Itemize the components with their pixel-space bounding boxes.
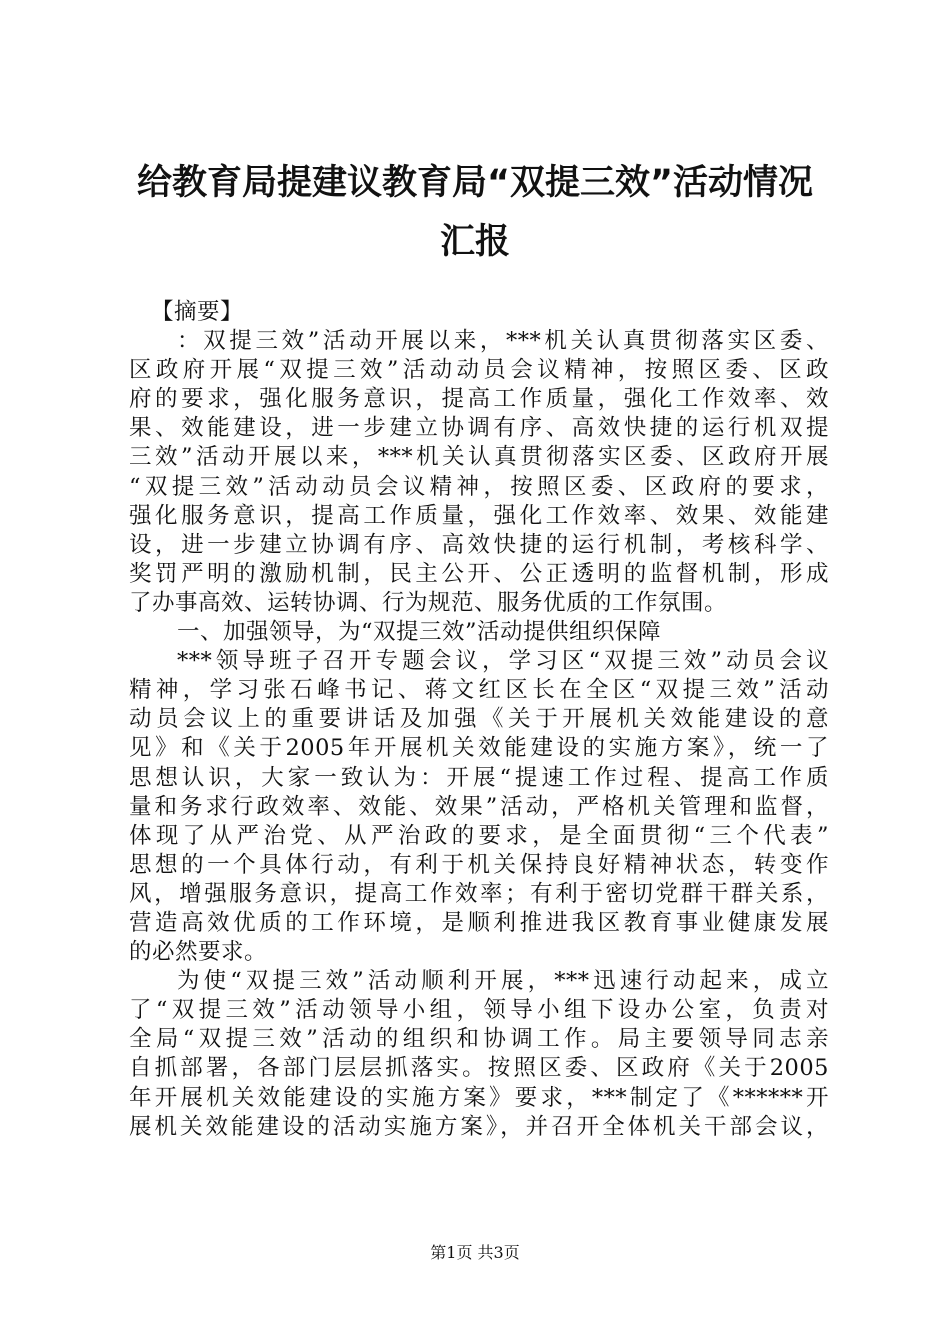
text-line: ：双提三效”活动开展以来，***机关认真贯彻落实区委、 [177,328,829,355]
text-line: 奖罚严明的激励机制，民主公开、公正透明的监督机制，形成 [129,560,829,587]
text-line: 见》和《关于2005年开展机关效能建设的实施方案》，统一了 [129,735,829,762]
text-line: 的必然要求。 [129,939,268,966]
text-line: 精神，学习张石峰书记、蒋文红区长在全区“双提三效”活动 [129,677,829,704]
text-line: 展机关效能建设的活动实施方案》，并召开全体机关干部会议， [129,1113,829,1140]
page-footer: 第1页 共3页 [430,1243,520,1262]
text-line: ***领导班子召开专题会议，学习区“双提三效”动员会议 [177,648,829,675]
text-line: “双提三效”活动动员会议精神，按照区委、区政府的要求， [129,473,829,500]
text-line: 风，增强服务意识，提高工作效率；有利于密切党群干群关系， [129,880,829,907]
text-line: 为使“双提三效”活动顺利开展，***迅速行动起来，成立 [177,968,829,995]
document-title-line-1: 给教育局提建议教育局“双提三效”活动情况 [136,163,813,203]
document-title-line-2: 汇报 [439,222,510,262]
text-line: 强化服务意识，提高工作质量，强化工作效率、效果、效能建 [129,502,829,529]
section-heading: 一、加强领导，为“双提三效”活动提供组织保障 [177,619,662,646]
text-line: 思想认识，大家一致认为：开展“提速工作过程、提高工作质 [129,764,829,791]
text-line: 了办事高效、运转协调、行为规范、服务优质的工作氛围。 [129,589,728,616]
text-line: 全局“双提三效”活动的组织和协调工作。局主要领导同志亲 [129,1026,829,1053]
text-line: 动员会议上的重要讲话及加强《关于开展机关效能建设的意 [129,706,829,733]
text-line: 量和务求行政效率、效能、效果”活动，严格机关管理和监督， [129,793,829,820]
text-line: 果、效能建设，进一步建立协调有序、高效快捷的运行机双提 [129,415,829,442]
text-line: 了“双提三效”活动领导小组，领导小组下设办公室，负责对 [129,997,829,1024]
text-line: 营造高效优质的工作环境，是顺利推进我区教育事业健康发展 [129,909,829,936]
document-body [129,298,829,1142]
text-line: 设，进一步建立协调有序、高效快捷的运行机制，考核科学、 [129,531,829,558]
text-line: 府的要求，强化服务意识，提高工作质量，强化工作效率、效 [129,386,829,413]
text-line: 年开展机关效能建设的实施方案》要求，***制定了《******开 [129,1084,829,1111]
text-line: 体现了从严治党、从严治政的要求，是全面贯彻“三个代表” [129,822,829,849]
text-line: 三效”活动开展以来，***机关认真贯彻落实区委、区政府开展 [129,444,829,471]
text-line: 自抓部署，各部门层层抓落实。按照区委、区政府《关于2005 [129,1055,829,1082]
abstract-heading: 【摘要】 [151,299,244,325]
text-line: 区政府开展“双提三效”活动动员会议精神，按照区委、区政 [129,357,829,384]
text-line: 思想的一个具体行动，有利于机关保持良好精神状态，转变作 [129,851,829,878]
